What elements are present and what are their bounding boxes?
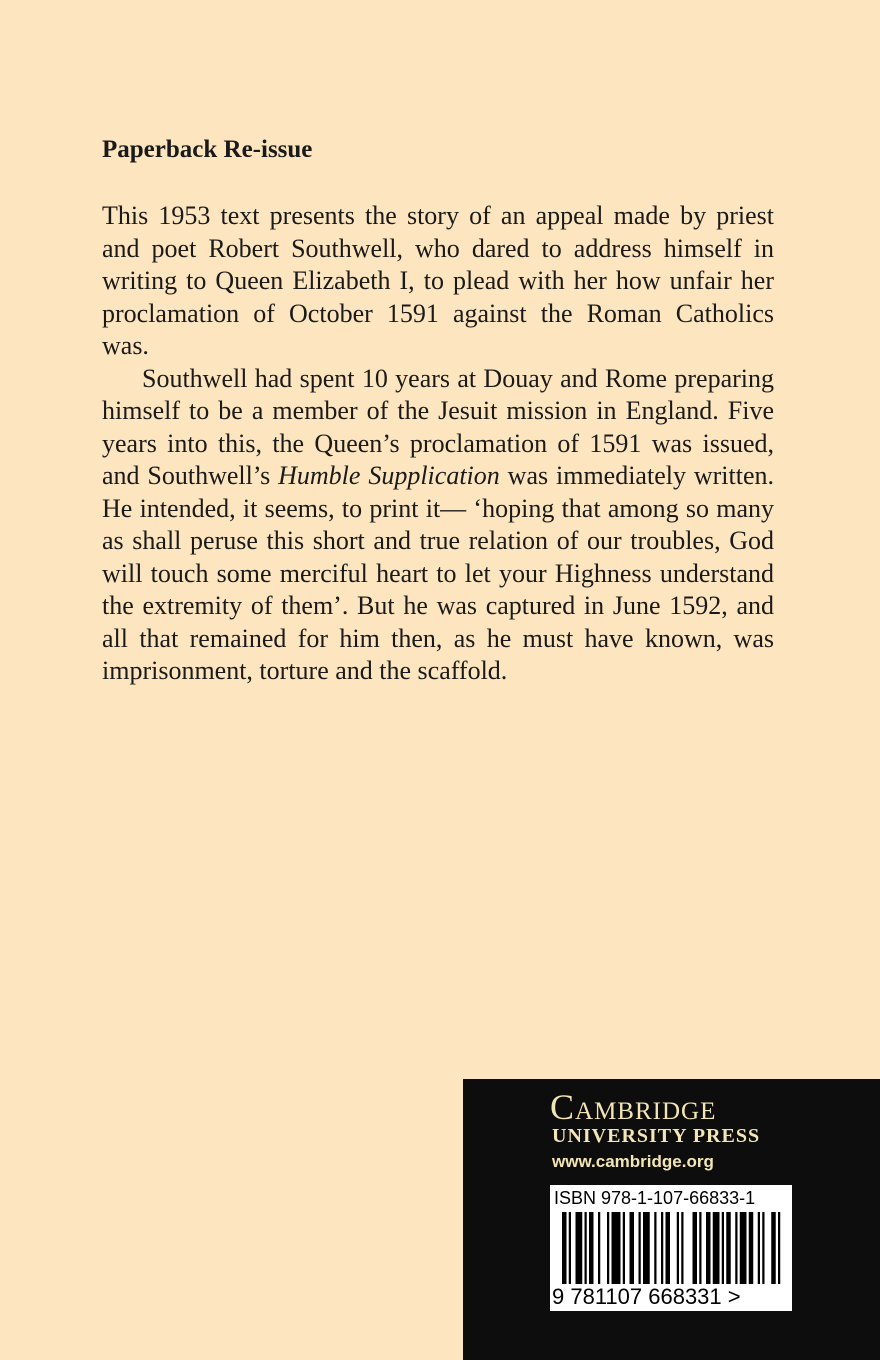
- blurb-paragraph-2: [102, 363, 774, 688]
- publisher-box: [463, 1079, 880, 1360]
- barcode-bar: [562, 1212, 567, 1284]
- barcode-bar: [778, 1212, 780, 1284]
- barcode-bar: [643, 1212, 650, 1284]
- barcode-bar: [749, 1212, 754, 1284]
- publisher-website: www.cambridge.org: [552, 1152, 714, 1171]
- barcode-bar: [607, 1212, 609, 1284]
- barcode-bar: [666, 1212, 671, 1284]
- isbn-label: ISBN 978-1-107-66833-1: [554, 1188, 756, 1208]
- blurb-paragraph-2-text-start: Southwell had spent 10 years at Douay and Rome preparing himself to be a member of the Jesuit mission in England. Five years into this, the Queen’s proclamation of 1591 was issued, and Southwell’s: [102, 363, 774, 490]
- publisher-subtitle: UNIVERSITY PRESS: [552, 1125, 761, 1147]
- barcode-bar: [677, 1212, 679, 1284]
- barcode-bar: [569, 1212, 571, 1284]
- barcode-bar: [713, 1212, 720, 1284]
- barcode-bar: [740, 1212, 747, 1284]
- barcode-bar: [630, 1212, 635, 1284]
- barcode-bar: [654, 1212, 656, 1284]
- barcode-bar: [661, 1212, 663, 1284]
- barcode-bar: [771, 1212, 776, 1284]
- barcode-bar: [762, 1212, 764, 1284]
- barcode-panel: [550, 1185, 792, 1311]
- barcode-bar: [612, 1212, 621, 1284]
- barcode-bar: [722, 1212, 724, 1284]
- blurb-paragraph-2-text-end: was immediately written. He intended, it seems, to print it— ‘hoping that among so many as shall peruse this short and true relation of our troubles, God will touch some merciful heart to let your Highness understand the extremity of them’. But he was captured in June 1592, and all that remained for him then, as he must have known, was imprisonment, torture and the scaffold.: [102, 461, 774, 685]
- barcode-bar: [598, 1212, 600, 1284]
- barcode-bar: [576, 1212, 583, 1284]
- blurb-paragraph-1: This 1953 text presents the story of an appeal made by priest and poet Robert Southwell, who dared to address himself in writing to Queen Elizabeth I, to plead with her how unfair her proclamation of October 1591 against the Roman Catholics was.: [102, 201, 774, 360]
- barcode-bar: [706, 1212, 711, 1284]
- barcode-bar: [681, 1212, 683, 1284]
- barcode-bars: [554, 1212, 788, 1288]
- barcode-bar: [623, 1212, 625, 1284]
- barcode-bar: [758, 1212, 760, 1284]
- barcode-digits: 9 781107 668331 >: [552, 1284, 741, 1309]
- blurb-heading: Paperback Re-issue: [102, 136, 313, 163]
- barcode-bar: [585, 1212, 587, 1284]
- blurb-text: [102, 200, 774, 688]
- book-title-italic: Humble Supplication: [278, 461, 500, 490]
- barcode-bar: [699, 1212, 701, 1284]
- barcode-bar: [639, 1212, 641, 1284]
- barcode-bar: [726, 1212, 731, 1284]
- barcode-bar: [735, 1212, 737, 1284]
- barcode-bar: [589, 1212, 594, 1284]
- barcode-bar: [693, 1212, 698, 1284]
- publisher-name: Cambridge: [550, 1087, 717, 1127]
